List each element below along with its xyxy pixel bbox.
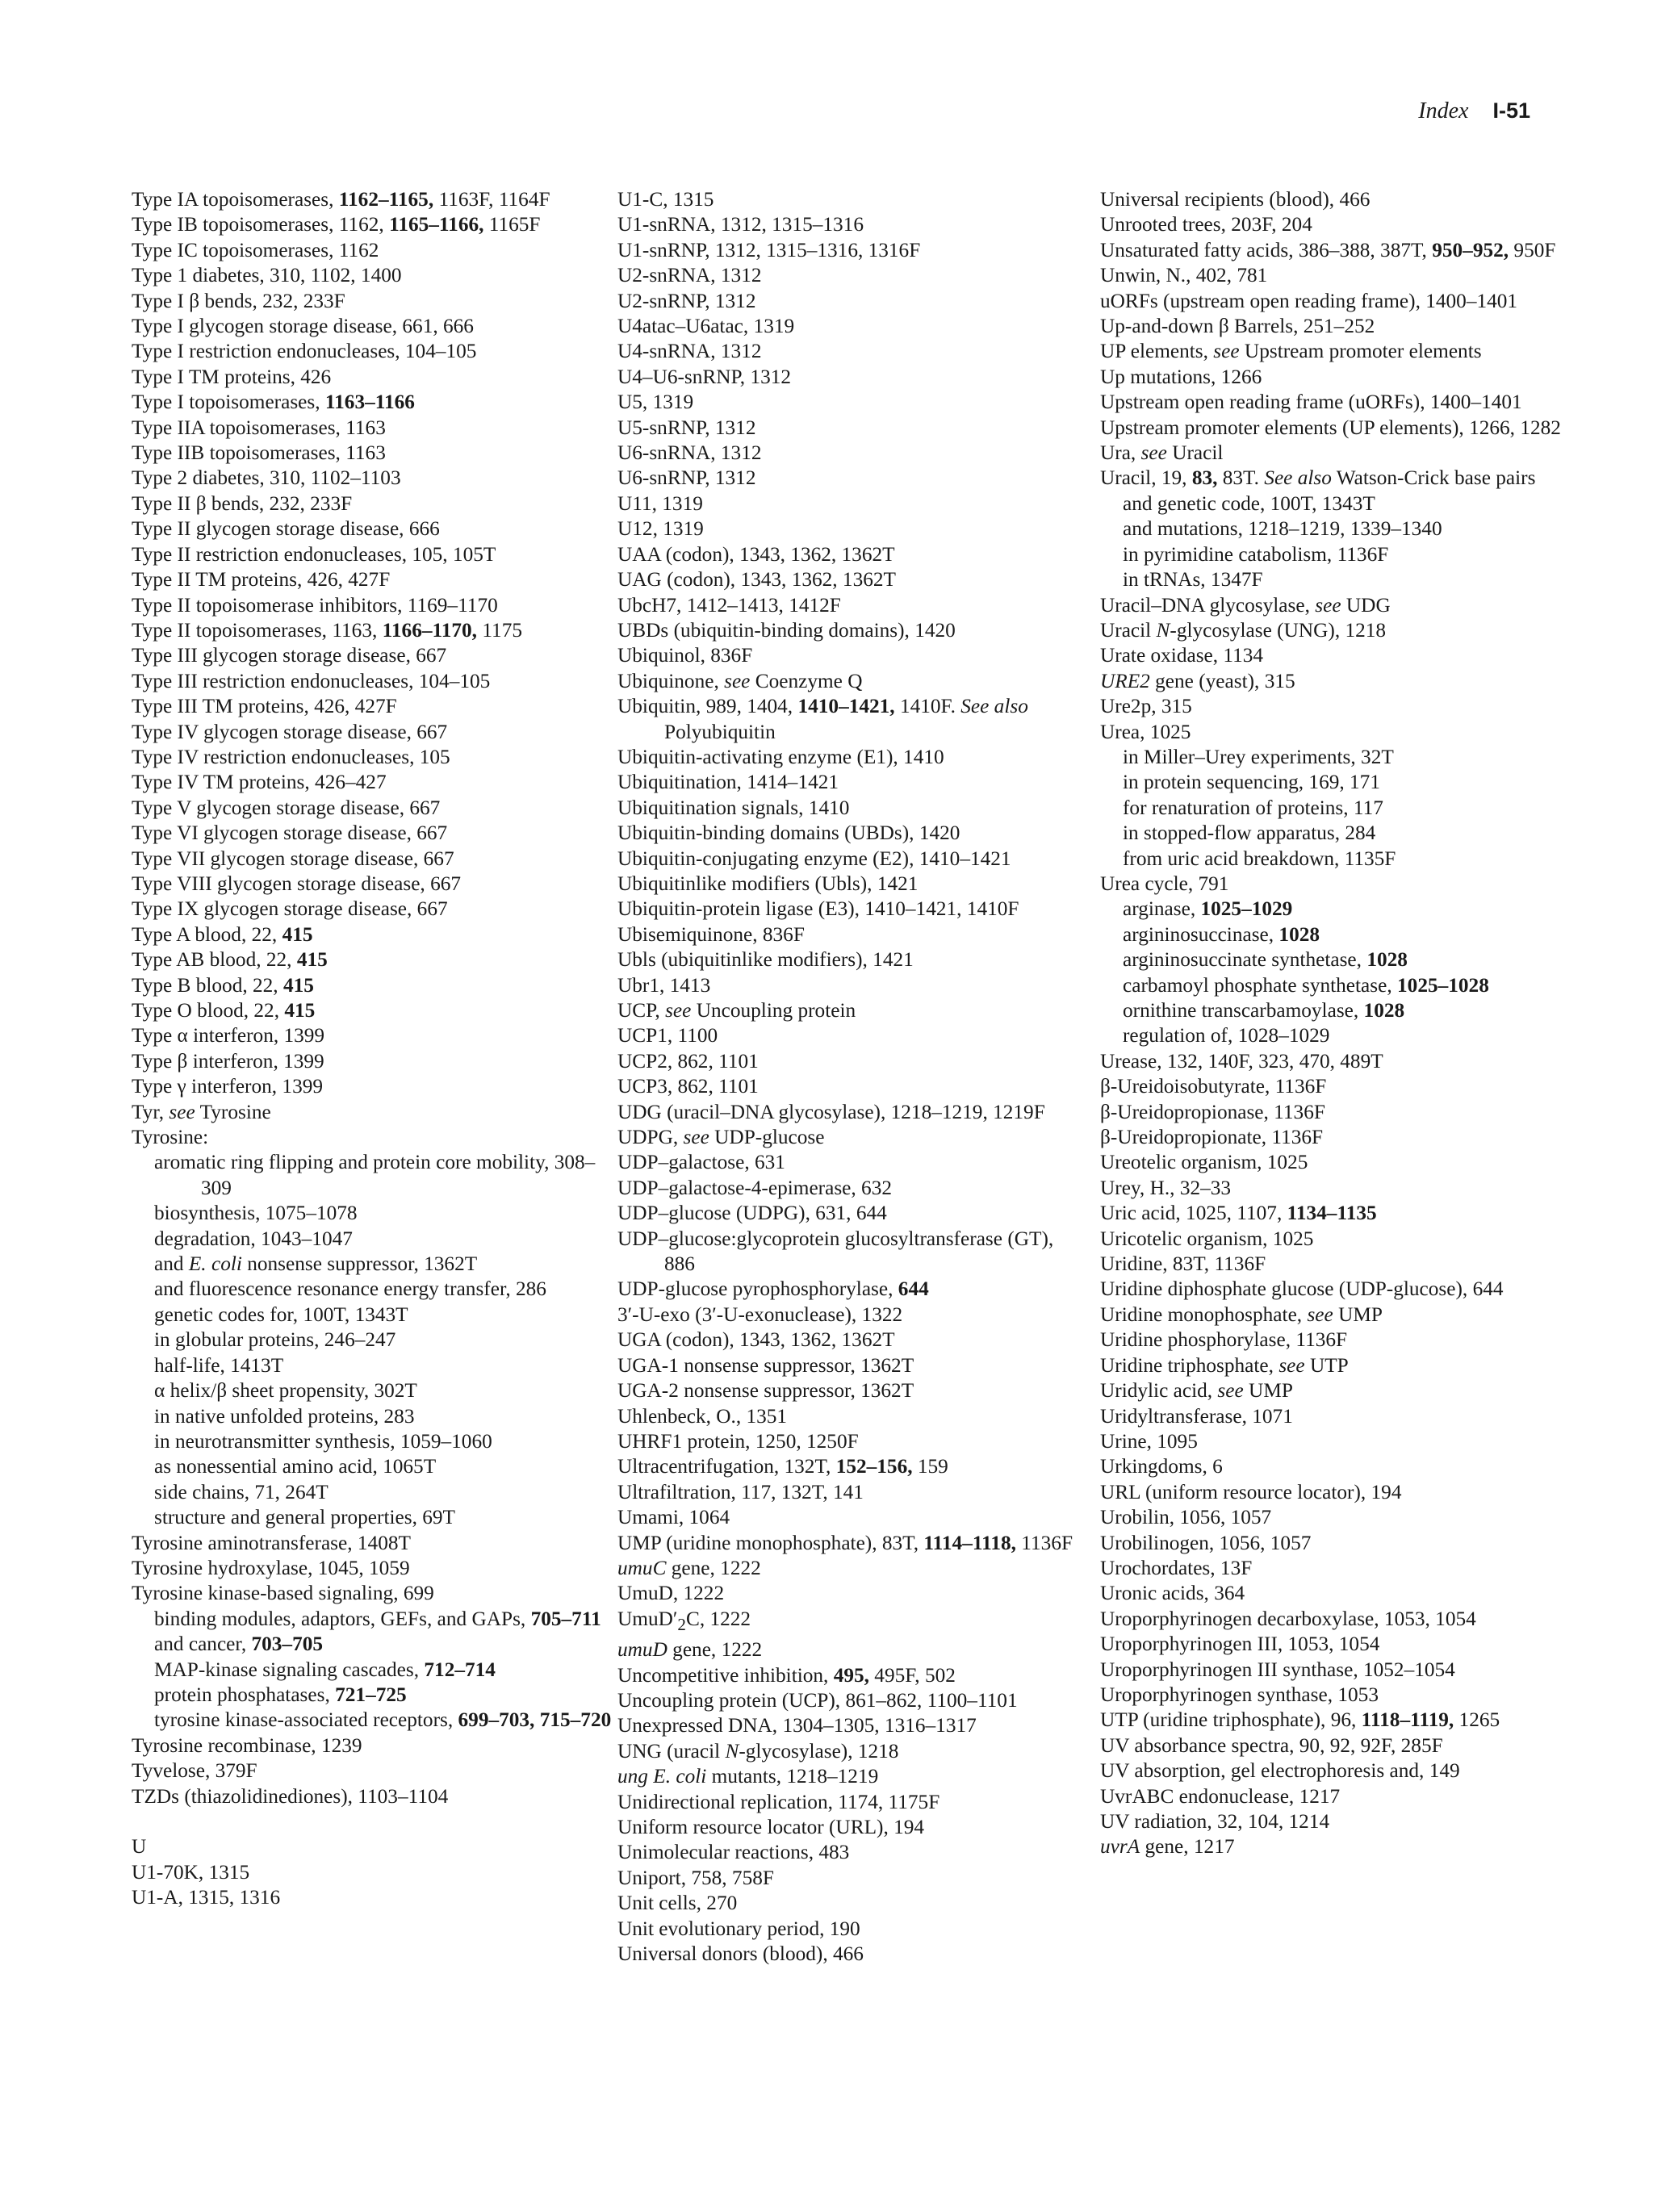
index-entry: UDP–galactose-4-epimerase, 632 — [617, 1176, 892, 1199]
index-subentry: carbamoyl phosphate synthetase, 1025–1028 — [1123, 973, 1489, 997]
index-entry: Ura, see Uracil — [1100, 441, 1224, 465]
index-entry: Ubls (ubiquitinlike modifiers), 1421 — [617, 948, 914, 972]
index-entry: Ubr1, 1413 — [617, 973, 711, 997]
index-entry: U1-C, 1315 — [617, 188, 714, 211]
index-entry: UCP1, 1100 — [617, 1024, 718, 1047]
index-entry: Type IV glycogen storage disease, 667 — [132, 720, 448, 743]
index-entry: Type VIII glycogen storage disease, 667 — [132, 872, 462, 895]
index-entry: UDP–galactose, 631 — [617, 1151, 785, 1174]
index-entry: Upstream promoter elements (UP elements), 1266, 1282 — [1100, 416, 1561, 439]
index-entry: Urea cycle, 791 — [1100, 872, 1229, 895]
index-subentry: in neurotransmitter synthesis, 1059–1060 — [154, 1429, 492, 1453]
index-entry: $UmuD'_2C$, 1222 — [617, 1607, 751, 1634]
index-entry: Type 2 diabetes, 310, 1102–1103 — [132, 466, 401, 490]
index-entry: Type γ interferon, 1399 — [132, 1075, 324, 1098]
index-entry: TZDs (thiazolidinediones), 1103–1104 — [132, 1784, 449, 1808]
index-entry: UV radiation, 32, 104, 1214 — [1100, 1810, 1330, 1833]
index-subentry: for renaturation of proteins, 117 — [1123, 796, 1383, 819]
index-column-1 — [132, 187, 616, 1911]
index-entry: Type III TM proteins, 426, 427F — [132, 695, 397, 718]
index-subentry: half-life, 1413T — [154, 1353, 284, 1377]
index-subentry: tyrosine kinase-associated receptors, 699–703, 715–720 — [154, 1708, 612, 1732]
index-entry: Ubiquinol, 836F — [617, 644, 753, 667]
index-entry: Unexpressed DNA, 1304–1305, 1316–1317 — [617, 1714, 977, 1737]
index-entry: Type α interferon, 1399 — [132, 1024, 325, 1047]
index-entry: Urate oxidase, 1134 — [1100, 644, 1264, 667]
index-column-2 — [617, 187, 1086, 1967]
section-title: Index — [1418, 98, 1469, 123]
index-entry: UP elements, see Upstream promoter elements — [1100, 340, 1482, 363]
index-entry: Up-and-down β Barrels, 251–252 — [1100, 315, 1375, 338]
index-entry: Tyrosine aminotransferase, 1408T — [132, 1531, 411, 1554]
index-subentry: genetic codes for, 100T, 1343T — [154, 1303, 408, 1326]
index-entry: Urine, 1095 — [1100, 1429, 1198, 1453]
index-entry: Universal donors (blood), 466 — [617, 1942, 864, 1966]
index-subentry: biosynthesis, 1075–1078 — [154, 1202, 358, 1225]
index-entry: U11, 1319 — [617, 491, 703, 515]
index-entry: Uric acid, 1025, 1107, 1134–1135 — [1100, 1202, 1377, 1225]
index-subentry: in pyrimidine catabolism, 1136F — [1123, 542, 1389, 566]
index-entry: UV absorption, gel electrophoresis and, 149 — [1100, 1759, 1460, 1783]
index-entry: Uridine diphosphate glucose (UDP-glucose), 644 — [1100, 1277, 1504, 1301]
index-entry: UGA (codon), 1343, 1362, 1362T — [617, 1328, 895, 1352]
section-letter: U — [132, 1835, 147, 1859]
index-entry: Urobilinogen, 1056, 1057 — [1100, 1531, 1312, 1554]
index-entry: Type IX glycogen storage disease, 667 — [132, 897, 448, 921]
index-entry: U12, 1319 — [617, 517, 704, 541]
index-entry: Type IIA topoisomerases, 1163 — [132, 416, 386, 439]
index-entry: umuD gene, 1222 — [617, 1638, 763, 1662]
index-entry: Uroporphyrinogen synthase, 1053 — [1100, 1683, 1379, 1706]
index-entry: UvrABC endonuclease, 1217 — [1100, 1784, 1341, 1808]
index-subentry: and genetic code, 100T, 1343T — [1123, 491, 1375, 515]
index-entry: UAA (codon), 1343, 1362, 1362T — [617, 542, 895, 566]
index-subentry: arginase, 1025–1029 — [1123, 897, 1293, 921]
index-entry: Ubisemiquinone, 836F — [617, 922, 805, 946]
index-entry: Type A blood, 22, 415 — [132, 922, 313, 946]
index-entry: Type B blood, 22, 415 — [132, 973, 314, 997]
index-entry: Uniform resource locator (URL), 194 — [617, 1816, 925, 1839]
index-entry: Type III restriction endonucleases, 104–105 — [132, 669, 491, 692]
index-entry: U1-snRNA, 1312, 1315–1316 — [617, 213, 864, 236]
index-entry: U5, 1319 — [617, 391, 694, 414]
index-entry: Urkingdoms, 6 — [1100, 1455, 1223, 1478]
index-entry: Uroporphyrinogen III, 1053, 1054 — [1100, 1633, 1380, 1656]
index-subentry: in protein sequencing, 169, 171 — [1123, 771, 1380, 794]
index-entry: Type III glycogen storage disease, 667 — [132, 644, 447, 667]
index-entry: Type II β bends, 232, 233F — [132, 491, 353, 515]
index-entry: Tyrosine hydroxylase, 1045, 1059 — [132, 1556, 410, 1579]
index-entry: Type β interferon, 1399 — [132, 1049, 324, 1073]
index-entry: β-Ureidopropionate, 1136F — [1100, 1126, 1324, 1149]
index-entry: Type II glycogen storage disease, 666 — [132, 517, 440, 541]
index-entry: Tyvelose, 379F — [132, 1759, 257, 1783]
index-entry: UmuD, 1222 — [617, 1582, 725, 1605]
index-entry: Uracil–DNA glycosylase, see UDG — [1100, 593, 1391, 617]
index-entry: Uracil N-glycosylase (UNG), 1218 — [1100, 618, 1387, 642]
index-entry: Uridylic acid, see UMP — [1100, 1379, 1293, 1403]
index-entry: Type IC topoisomerases, 1162 — [132, 238, 379, 261]
index-subentry: argininosuccinase, 1028 — [1123, 922, 1320, 946]
section-spacer — [132, 1809, 616, 1834]
index-entry: UAG (codon), 1343, 1362, 1362T — [617, 568, 896, 592]
index-entry: Ubiquitination, 1414–1421 — [617, 771, 839, 794]
index-entry: β-Ureidopropionase, 1136F — [1100, 1100, 1325, 1123]
index-entry: Uracil, 19, 83, 83T. See also Watson-Crick base pairs — [1100, 466, 1536, 490]
index-entry: Type I restriction endonucleases, 104–105 — [132, 340, 477, 363]
index-entry: Uronic acids, 364 — [1100, 1582, 1245, 1605]
index-entry: Upstream open reading frame (uORFs), 1400–1401 — [1100, 391, 1522, 414]
page-number: I-51 — [1492, 98, 1530, 123]
index-entry: Type IIB topoisomerases, 1163 — [132, 441, 386, 465]
index-entry: UNG (uracil N-glycosylase), 1218 — [617, 1739, 899, 1762]
index-subentry: aromatic ring flipping and protein core mobility, 308–309 — [154, 1151, 596, 1199]
index-entry: Unsaturated fatty acids, 386–388, 387T, 950–952, 950F — [1100, 238, 1556, 261]
index-subentry: in globular proteins, 246–247 — [154, 1328, 396, 1352]
index-entry: U1-70K, 1315 — [132, 1860, 250, 1884]
index-entry: Type I β bends, 232, 233F — [132, 289, 345, 312]
index-entry: Unit cells, 270 — [617, 1892, 738, 1915]
index-subentry: in tRNAs, 1347F — [1123, 568, 1263, 592]
index-entry: UbcH7, 1412–1413, 1412F — [617, 593, 841, 617]
index-entry: Urease, 132, 140F, 323, 470, 489T — [1100, 1049, 1383, 1073]
index-entry: Type IV restriction endonucleases, 105 — [132, 745, 450, 768]
index-entry: U4-snRNA, 1312 — [617, 340, 762, 363]
index-entry: Ubiquitin-binding domains (UBDs), 1420 — [617, 822, 960, 845]
index-entry: β-Ureidoisobutyrate, 1136F — [1100, 1075, 1327, 1098]
index-entry: Universal recipients (blood), 466 — [1100, 188, 1371, 211]
index-entry: Uricotelic organism, 1025 — [1100, 1227, 1314, 1250]
index-entry: Type II TM proteins, 426, 427F — [132, 568, 391, 592]
index-entry: UDPG, see UDP-glucose — [617, 1126, 825, 1149]
index-entry: Ure2p, 315 — [1100, 695, 1192, 718]
index-entry: Uncoupling protein (UCP), 861–862, 1100–1101 — [617, 1689, 1018, 1712]
index-entry: Urobilin, 1056, 1057 — [1100, 1506, 1272, 1529]
index-entry: U2-snRNP, 1312 — [617, 289, 756, 312]
index-entry: Tyrosine kinase-based signaling, 699 — [132, 1582, 434, 1605]
index-subentry: and cancer, 703–705 — [154, 1633, 324, 1656]
index-entry: Uridine triphosphate, see UTP — [1100, 1353, 1349, 1377]
index-entry: UHRF1 protein, 1250, 1250F — [617, 1429, 859, 1453]
index-entry: UGA-1 nonsense suppressor, 1362T — [617, 1353, 914, 1377]
index-entry: Ubiquitination signals, 1410 — [617, 796, 850, 819]
index-entry: U2-snRNA, 1312 — [617, 264, 762, 287]
index-entry: U6-snRNA, 1312 — [617, 441, 762, 465]
index-entry: Tyrosine recombinase, 1239 — [132, 1733, 362, 1757]
index-entry: Up mutations, 1266 — [1100, 365, 1262, 388]
index-subentry: and mutations, 1218–1219, 1339–1340 — [1123, 517, 1442, 541]
index-subentry: regulation of, 1028–1029 — [1123, 1024, 1330, 1047]
index-entry: UDP-glucose pyrophosphorylase, 644 — [617, 1277, 929, 1301]
index-entry: U5-snRNP, 1312 — [617, 416, 756, 439]
index-entry: UDG (uracil–DNA glycosylase), 1218–1219, 1219F — [617, 1100, 1045, 1123]
index-entry: Tyr, see Tyrosine — [132, 1100, 271, 1123]
index-entry: U6-snRNP, 1312 — [617, 466, 756, 490]
index-entry: Uhlenbeck, O., 1351 — [617, 1404, 788, 1428]
index-entry: Type II topoisomerases, 1163, 1166–1170, 1175 — [132, 618, 522, 642]
index-entry: U1-A, 1315, 1316 — [132, 1886, 281, 1909]
index-entry: Ultracentrifugation, 132T, 152–156, 159 — [617, 1455, 948, 1478]
index-entry: Type I glycogen storage disease, 661, 666 — [132, 315, 474, 338]
index-entry: Unidirectional replication, 1174, 1175F — [617, 1790, 940, 1813]
index-entry: Type IA topoisomerases, 1162–1165, 1163F, 1164F — [132, 188, 550, 211]
index-subentry: protein phosphatases, 721–725 — [154, 1683, 407, 1706]
index-entry: Uridine monophosphate, see UMP — [1100, 1303, 1383, 1326]
index-entry: Type V glycogen storage disease, 667 — [132, 796, 441, 819]
index-subentry: as nonessential amino acid, 1065T — [154, 1455, 437, 1478]
index-entry: Unit evolutionary period, 190 — [617, 1917, 860, 1940]
index-entry: Type I TM proteins, 426 — [132, 365, 332, 388]
index-entry: Urochordates, 13F — [1100, 1556, 1253, 1579]
index-entry: UCP2, 862, 1101 — [617, 1049, 759, 1073]
index-entry: Type VII glycogen storage disease, 667 — [132, 847, 454, 870]
index-entry: U1-snRNP, 1312, 1315–1316, 1316F — [617, 238, 921, 261]
index-entry: U4atac–U6atac, 1319 — [617, 315, 795, 338]
index-subentry: MAP-kinase signaling cascades, 712–714 — [154, 1658, 496, 1681]
index-subentry: and fluorescence resonance energy transfer, 286 — [154, 1277, 546, 1301]
index-entry: Type VI glycogen storage disease, 667 — [132, 822, 448, 845]
index-entry: UDP–glucose (UDPG), 631, 644 — [617, 1202, 887, 1225]
index-entry: Type II topoisomerase inhibitors, 1169–1170 — [132, 593, 498, 617]
index-subentry: ornithine transcarbamoylase, 1028 — [1123, 999, 1405, 1022]
index-entry: UBDs (ubiquitin-binding domains), 1420 — [617, 618, 956, 642]
index-subentry: from uric acid breakdown, 1135F — [1123, 847, 1396, 870]
index-entry: Type IB topoisomerases, 1162, 1165–1166, 1165F — [132, 213, 541, 236]
index-entry: Urea, 1025 — [1100, 720, 1191, 743]
index-subentry: side chains, 71, 264T — [154, 1480, 329, 1503]
index-entry: Ubiquitinlike modifiers (Ubls), 1421 — [617, 872, 919, 895]
index-entry: UGA-2 nonsense suppressor, 1362T — [617, 1379, 914, 1403]
index-entry: Type O blood, 22, 415 — [132, 999, 316, 1022]
index-subentry: and E. coli nonsense suppressor, 1362T — [154, 1252, 478, 1276]
index-entry: umuC gene, 1222 — [617, 1556, 761, 1579]
index-entry: UCP3, 862, 1101 — [617, 1075, 759, 1098]
index-entry: U4–U6-snRNP, 1312 — [617, 365, 792, 388]
index-entry: Ubiquinone, see Coenzyme Q — [617, 669, 863, 692]
index-subentry: in Miller–Urey experiments, 32T — [1123, 745, 1394, 768]
index-entry: Uniport, 758, 758F — [617, 1866, 774, 1889]
index-subentry: argininosuccinate synthetase, 1028 — [1123, 948, 1408, 972]
index-entry: UDP–glucose:glycoprotein glucosyltransferase (GT), 886 — [617, 1227, 1054, 1276]
index-entry: Uroporphyrinogen III synthase, 1052–1054 — [1100, 1658, 1455, 1681]
index-entry: Uncompetitive inhibition, 495, 495F, 502 — [617, 1663, 956, 1687]
index-entry: Ubiquitin-conjugating enzyme (E2), 1410–1421 — [617, 847, 1011, 870]
index-entry: Uridine phosphorylase, 1136F — [1100, 1328, 1348, 1352]
index-entry: UV absorbance spectra, 90, 92, 92F, 285F — [1100, 1733, 1443, 1757]
index-entry: Uroporphyrinogen decarboxylase, 1053, 1054 — [1100, 1607, 1476, 1630]
index-subentry: α helix/β sheet propensity, 302T — [154, 1379, 417, 1403]
index-entry: UMP (uridine monophosphate), 83T, 1114–1118, 1136F — [617, 1531, 1073, 1554]
index-entry: uvrA gene, 1217 — [1100, 1835, 1235, 1859]
index-entry: Unwin, N., 402, 781 — [1100, 264, 1268, 287]
index-entry: UCP, see Uncoupling protein — [617, 999, 856, 1022]
index-entry: Ultrafiltration, 117, 132T, 141 — [617, 1480, 864, 1503]
index-entry: Type AB blood, 22, 415 — [132, 948, 328, 972]
index-entry: Ubiquitin, 989, 1404, 1410–1421, 1410F. See also Polyubiquitin — [617, 695, 1028, 743]
index-column-3 — [1100, 187, 1584, 1860]
index-subentry: in stopped-flow apparatus, 284 — [1123, 822, 1376, 845]
index-entry: ung E. coli mutants, 1218–1219 — [617, 1765, 879, 1788]
index-entry: Unrooted trees, 203F, 204 — [1100, 213, 1312, 236]
index-entry: Type IV TM proteins, 426–427 — [132, 771, 387, 794]
index-entry: Uridine, 83T, 1136F — [1100, 1252, 1266, 1276]
index-entry: Ureotelic organism, 1025 — [1100, 1151, 1308, 1174]
index-entry: uORFs (upstream open reading frame), 1400–1401 — [1100, 289, 1518, 312]
index-entry: Umami, 1064 — [617, 1506, 730, 1529]
index-entry: Type I topoisomerases, 1163–1166 — [132, 391, 415, 414]
index-entry: Ubiquitin-activating enzyme (E1), 1410 — [617, 745, 944, 768]
index-entry: Tyrosine: — [132, 1126, 209, 1149]
index-entry: Uridyltransferase, 1071 — [1100, 1404, 1293, 1428]
index-entry: Type II restriction endonucleases, 105, 105T — [132, 542, 496, 566]
index-subentry: binding modules, adaptors, GEFs, and GAPs, 705–711 — [154, 1607, 601, 1630]
index-entry: Type 1 diabetes, 310, 1102, 1400 — [132, 264, 402, 287]
index-subentry: in native unfolded proteins, 283 — [154, 1404, 415, 1428]
index-subentry: degradation, 1043–1047 — [154, 1227, 353, 1250]
index-entry: Unimolecular reactions, 483 — [617, 1841, 850, 1864]
index-entry: URL (uniform resource locator), 194 — [1100, 1480, 1402, 1503]
index-entry: Urey, H., 32–33 — [1100, 1176, 1232, 1199]
index-entry: 3′-U-exo (3′-U-exonuclease), 1322 — [617, 1303, 903, 1326]
index-entry: Ubiquitin-protein ligase (E3), 1410–1421, 1410F — [617, 897, 1019, 921]
running-head — [1418, 98, 1530, 124]
index-entry: URE2 gene (yeast), 315 — [1100, 669, 1295, 692]
index-entry: UTP (uridine triphosphate), 96, 1118–1119, 1265 — [1100, 1708, 1500, 1732]
index-subentry: structure and general properties, 69T — [154, 1506, 455, 1529]
